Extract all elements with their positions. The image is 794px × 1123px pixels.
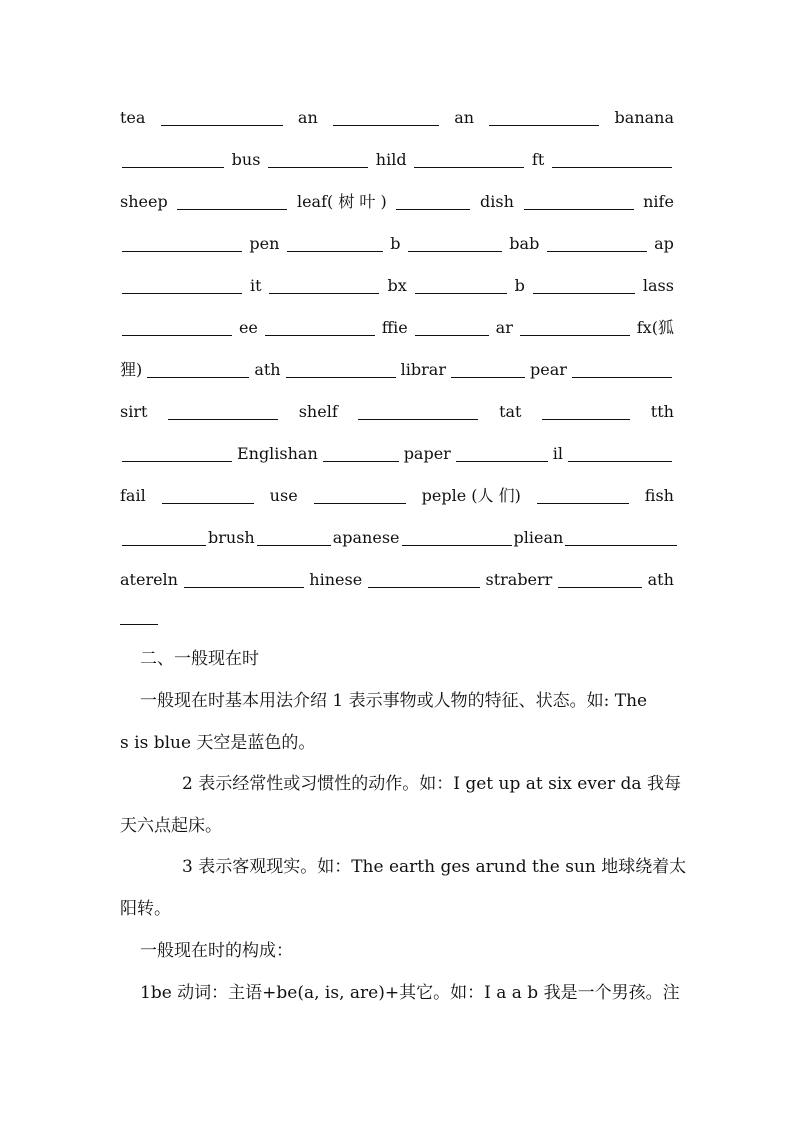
word-token <box>654 234 674 254</box>
fill-blank-line[interactable] <box>286 363 396 378</box>
blank-token <box>518 321 632 338</box>
exercise-row <box>120 482 674 506</box>
word-token <box>643 276 674 296</box>
fill-blank-line[interactable] <box>120 624 158 625</box>
word-fragment: fail <box>120 486 146 505</box>
blank-token <box>412 153 526 170</box>
fill-blank-line[interactable] <box>520 321 630 336</box>
paragraph-line: s is blue 天空是蓝色的。 <box>120 733 316 753</box>
exercise-row <box>120 230 674 254</box>
fill-blank-line[interactable] <box>358 405 478 420</box>
word-fragment: bab <box>509 234 540 253</box>
fill-blank-line[interactable] <box>558 573 642 588</box>
fill-blank-line[interactable] <box>314 489 406 504</box>
fill-blank-line[interactable] <box>456 447 548 462</box>
paragraph-line: 一般现在时基本用法介绍 1 表示事物或人物的特征、状态。如: The <box>140 691 648 711</box>
fill-blank-line[interactable] <box>333 111 439 126</box>
word-token <box>239 318 258 338</box>
fill-blank-line[interactable] <box>122 153 224 168</box>
word-token <box>309 570 362 590</box>
blank-token <box>284 363 398 380</box>
blank-token <box>540 405 632 422</box>
word-token <box>480 192 514 212</box>
word-fragment: il <box>552 444 563 463</box>
blank-token <box>267 279 381 296</box>
fill-blank-line[interactable] <box>565 531 677 546</box>
fill-blank-line[interactable] <box>537 489 629 504</box>
word-fragment: an <box>297 108 318 127</box>
fill-blank-line[interactable] <box>533 279 635 294</box>
fill-blank-line[interactable] <box>414 153 524 168</box>
word-fragment: 狸) <box>120 360 143 379</box>
blank-token <box>413 279 509 296</box>
word-fragment: ath <box>647 570 674 589</box>
word-fragment: straberr <box>485 570 553 589</box>
fill-blank-line[interactable] <box>147 363 249 378</box>
word-fragment: b <box>390 234 401 253</box>
blank-token <box>312 489 408 506</box>
word-token <box>237 444 318 464</box>
word-token <box>376 150 407 170</box>
word-fragment: sheep <box>120 192 168 211</box>
exercise-row <box>120 188 674 212</box>
blank-token <box>394 195 472 212</box>
exercise-row <box>120 524 674 548</box>
word-fragment: apanese <box>332 528 400 547</box>
fill-blank-line[interactable] <box>415 279 507 294</box>
word-fragment: hild <box>375 150 407 169</box>
exercise-row <box>120 272 674 296</box>
exercise-row <box>120 314 674 338</box>
blank-token <box>487 111 601 128</box>
blank-token <box>556 573 644 590</box>
fill-blank-line[interactable] <box>122 279 242 294</box>
word-token <box>232 150 261 170</box>
word-token <box>637 318 674 338</box>
fill-blank-line[interactable] <box>568 447 672 462</box>
blank-token <box>321 447 401 464</box>
word-fragment: bx <box>387 276 407 295</box>
word-fragment: ft <box>531 150 545 169</box>
word-token <box>530 360 567 380</box>
word-token <box>120 108 145 128</box>
word-token <box>514 528 564 548</box>
word-fragment: ffie <box>381 318 408 337</box>
word-token <box>390 234 400 254</box>
word-fragment: pliean <box>513 528 564 547</box>
exercise-row <box>120 104 674 128</box>
fill-blank-line[interactable] <box>368 573 480 588</box>
blank-token <box>454 447 550 464</box>
word-token <box>553 444 563 464</box>
word-fragment: it <box>249 276 262 295</box>
paragraph-line: 3 表示客观现实。如：The earth ges arund the sun 地球绕着太 <box>182 857 687 877</box>
word-token <box>333 528 400 548</box>
blank-token <box>406 237 504 254</box>
fill-blank-line[interactable] <box>122 447 232 462</box>
fill-blank-line[interactable] <box>184 573 304 588</box>
word-fragment: ee <box>238 318 258 337</box>
fill-blank-line[interactable] <box>265 321 375 336</box>
blank-token <box>366 573 482 590</box>
fill-blank-line[interactable] <box>122 531 206 546</box>
word-fragment: fx(狐 <box>636 318 674 337</box>
word-fragment: brush <box>208 528 255 547</box>
word-fragment: dish <box>480 192 514 211</box>
word-fragment: b <box>514 276 525 295</box>
word-fragment: an <box>454 108 475 127</box>
exercise-row <box>120 566 674 590</box>
exercise-row <box>120 146 674 170</box>
word-token <box>298 108 318 128</box>
word-token <box>515 276 525 296</box>
word-token <box>422 486 521 506</box>
word-token <box>404 444 451 464</box>
word-token <box>485 570 552 590</box>
exercise-row <box>120 440 674 464</box>
blank-token <box>550 153 674 170</box>
blank-token <box>331 111 441 128</box>
word-token <box>645 486 674 506</box>
blank-token <box>566 447 674 464</box>
word-token <box>643 192 674 212</box>
word-fragment: ap <box>654 234 674 253</box>
word-token <box>387 276 406 296</box>
fill-blank-line[interactable] <box>572 363 672 378</box>
word-fragment: nife <box>643 192 674 211</box>
fill-blank-line[interactable] <box>415 321 489 336</box>
word-fragment: librar <box>400 360 446 379</box>
paragraph-line: 2 表示经常性或习惯性的动作。如：I get up at six ever da 我每 <box>182 774 681 794</box>
word-fragment: fish <box>644 486 674 505</box>
word-token <box>651 402 674 422</box>
word-token <box>120 360 142 380</box>
fill-blank-line[interactable] <box>122 321 232 336</box>
blank-token <box>285 237 385 254</box>
blank-token <box>120 279 244 296</box>
fill-blank-line[interactable] <box>489 111 599 126</box>
word-fragment: hinese <box>309 570 363 589</box>
word-token <box>401 360 446 380</box>
blank-token <box>531 279 637 296</box>
blank-token <box>120 237 244 254</box>
word-token <box>382 318 408 338</box>
word-token <box>120 402 147 422</box>
word-fragment: paper <box>403 444 451 463</box>
blank-token <box>145 363 251 380</box>
fill-blank-line[interactable] <box>323 447 399 462</box>
word-fragment: lass <box>642 276 674 295</box>
fill-blank-line[interactable] <box>408 237 502 252</box>
word-token <box>299 402 338 422</box>
fill-blank-line[interactable] <box>162 489 254 504</box>
blank-token <box>400 531 514 548</box>
fill-blank-line[interactable] <box>451 363 525 378</box>
fill-blank-line[interactable] <box>524 195 634 210</box>
fill-blank-line[interactable] <box>547 237 647 252</box>
word-token <box>648 570 674 590</box>
word-fragment: tea <box>120 108 146 127</box>
fill-blank-line[interactable] <box>542 405 630 420</box>
fill-blank-line[interactable] <box>257 531 331 546</box>
fill-blank-line[interactable] <box>396 195 470 210</box>
fill-blank-line[interactable] <box>287 237 383 252</box>
word-fragment: atereln <box>120 570 178 589</box>
fill-blank-line[interactable] <box>177 195 287 210</box>
word-token <box>615 108 674 128</box>
word-fragment: shelf <box>298 402 338 421</box>
paragraph-line: 阳转。 <box>120 899 171 919</box>
exercise-row <box>120 398 674 422</box>
word-token <box>120 192 168 212</box>
word-fragment: leaf( 树 叶 ) <box>296 192 387 211</box>
word-token <box>532 150 544 170</box>
word-fragment: bus <box>231 150 261 169</box>
fill-blank-line[interactable] <box>268 153 368 168</box>
blank-token <box>522 195 636 212</box>
word-fragment: use <box>269 486 298 505</box>
section-heading: 二、一般现在时 <box>140 649 259 669</box>
word-token <box>297 192 387 212</box>
word-fragment: ath <box>254 360 281 379</box>
blank-token <box>120 321 234 338</box>
blank-token <box>266 153 370 170</box>
paragraph-line: 1be 动词：主语+be(a, is, are)+其它。如：I a a b 我是一个男孩。注 <box>140 983 680 1003</box>
word-fragment: banana <box>614 108 674 127</box>
word-token <box>496 318 513 338</box>
word-token <box>120 486 146 506</box>
word-token <box>254 360 280 380</box>
blank-token <box>182 573 306 590</box>
fill-blank-line[interactable] <box>161 111 283 126</box>
blank-token <box>545 237 649 254</box>
blank-token <box>563 531 679 548</box>
blank-token <box>255 531 333 548</box>
word-token <box>120 570 178 590</box>
blank-token <box>535 489 631 506</box>
blank-token <box>120 153 226 170</box>
word-fragment: pear <box>530 360 567 379</box>
word-token <box>499 402 521 422</box>
fill-blank-line[interactable] <box>402 531 512 546</box>
blank-token <box>160 489 256 506</box>
word-fragment: Englishan <box>236 444 318 463</box>
word-token <box>454 108 474 128</box>
word-token <box>250 276 262 296</box>
blank-token <box>166 405 280 422</box>
word-token <box>509 234 539 254</box>
fill-blank-line[interactable] <box>122 237 242 252</box>
exercise-row <box>120 356 674 380</box>
word-fragment: pen <box>249 234 280 253</box>
word-fragment: sirt <box>120 402 148 421</box>
blank-token <box>120 531 208 548</box>
word-token <box>270 486 298 506</box>
paragraph-line: 天六点起床。 <box>120 816 222 836</box>
paragraph-line: 一般现在时的构成： <box>140 941 293 961</box>
blank-token <box>449 363 527 380</box>
blank-token <box>120 447 234 464</box>
blank-token <box>175 195 289 212</box>
fill-blank-line[interactable] <box>168 405 278 420</box>
blank-token <box>159 111 285 128</box>
word-fragment: peple (人 们) <box>421 486 521 505</box>
blank-token <box>570 363 674 380</box>
blank-token <box>263 321 377 338</box>
blank-token <box>356 405 480 422</box>
word-fragment: tth <box>650 402 674 421</box>
word-fragment: tat <box>499 402 522 421</box>
blank-token <box>413 321 491 338</box>
fill-blank-line[interactable] <box>552 153 672 168</box>
word-token <box>208 528 255 548</box>
fill-blank-line[interactable] <box>269 279 379 294</box>
word-token <box>249 234 279 254</box>
word-fragment: ar <box>495 318 513 337</box>
